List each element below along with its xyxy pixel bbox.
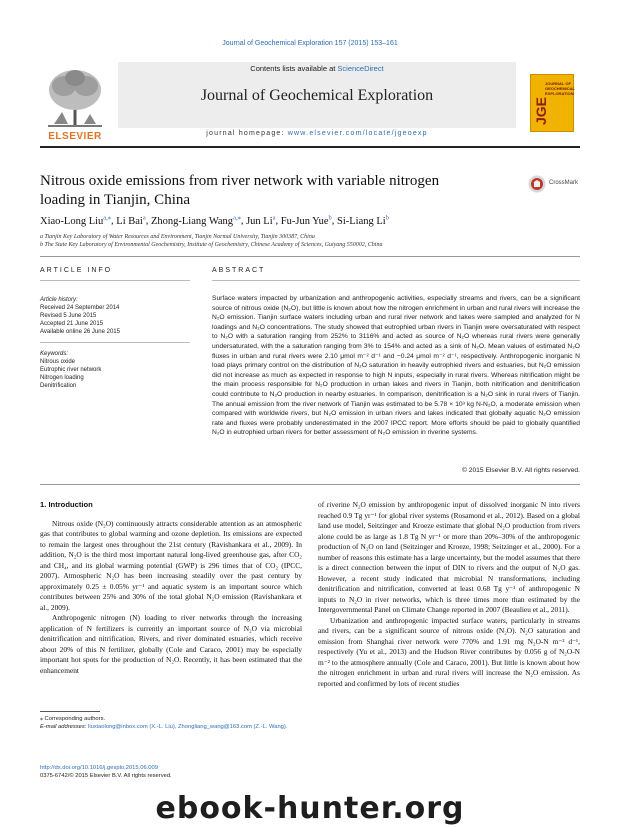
email-label: E-mail addresses: (40, 724, 87, 730)
abstract-text: Surface waters impacted by urbanization and anthropogenic activities, especially streams and rivers, can be a significant source of nitrous oxide (N₂O), but little is known about how the nitrogen enrichment in urban and rural rivers will increase the N₂O emission. Tianjin surface waters including urban and rural river network and lakes were sampled and analyzed for N loadings and N₂O concentrations. The study showed that eutrophied urban rivers in Tianjin were oversaturated with respect to N₂O with a saturation ranging from 252% to 3116% and acted as source of N₂O whereas rural rivers were generally undersaturated, with the a saturation ranging from 3% to 154% and acted as a sink of N₂O. Mean values of estimated N₂O fluxes in urban and rural rivers were 2.10 μmol m⁻² d⁻¹ and −0.24 μmol m⁻² d⁻¹, respectively. Anthropogenic inorganic N load plays primary control on the distribution of N₂O saturation in heavily eutrophied rivers and estuaries, but N₂O emission did not increase as much as expected in response to high N inputs, especially in rural rivers. Whereas nitrification might be the main process responsible for N₂O production in urban lakes and rivers in Tianjin, both nitrification and denitrification could contribute to N₂O production in nearby estuaries. In comparison, denitrification is a N₂O sink in rural rivers of Tianjin. The annual emission from the river network of Tianjin was estimated to be 5.78 × 10³ kg N-N₂O, a moderate emission when compared with worldwide rivers, but N₂O emission in urban rivers and lakes indicated that globally aquatic N₂O emission rate and fluxes were probably underestimated in the 2007 IPCC report. More efforts should be paid to globally quantified N₂O in eutrophied urban rivers for better assessment of N₂O emission in riverine systems. (212, 295, 580, 437)
author[interactable]: Xiao-Long Liu$^{a,⁎}$ (40, 214, 112, 227)
paragraph: Anthropogenic nitrogen (N) loading to river networks through the increasing application of N fertilizers is currently an important source of N₂O via microbial denitrification and nitrification. Rivers, and river dominated estuaries, which receive about 20% of this N fertilizer, globally (Cole and Caraco, 2001) may be especially important hot spots for the production of N₂O. Recently, it has been estimated that the enhancement (40, 613, 302, 675)
section-heading: 1. Introduction (40, 500, 93, 509)
article-title: Nitrous oxide emissions from river network with variable nitrogen loading in Tianjin, China (40, 173, 440, 208)
history-item: Available online 26 June 2015 (40, 329, 120, 335)
homepage-prefix: journal homepage: (206, 130, 288, 137)
history-item: Accepted 21 June 2015 (40, 321, 104, 327)
footnote (40, 715, 302, 731)
paragraph: of riverine N₂O emission by anthropogenic input of dissolved inorganic N into rivers reached 0.9 Tg yr⁻¹ for global river systems (Rosamond et al., 2012). Based on a global land use model, Seitzinger and Kroeze estimate that global N₂O production from rivers alone could be as large as 1.8 Tg N yr⁻¹ or more than 20%–30% of the anthropogenic production of N₂O on land (Seitzinger and Kroeze, 1998; Seitzinger et al., 2000). For a number of reasons this estimate has a large uncertainty, but the model assumes that there is a direct connection between the input of DIN to rivers and the output of N₂O gas. However, a recent study indicated that microbial N transformations, including denitrification and nitrification, converted at least 0.68 Tg y⁻¹ of anthropogenic N inputs to N₂O in river networks, which is three times more than estimated by the Intergovernmental Panel on Climate Change reported in 2007 (Beaulieu et al., 2011). (318, 500, 580, 614)
keywords (40, 350, 190, 390)
history-item: Revised 5 June 2015 (40, 313, 97, 319)
article-history (40, 296, 190, 336)
history-label: Article history: (40, 297, 78, 303)
author[interactable]: Jun Li$^a$ (246, 214, 276, 227)
article-info-heading: ARTICLE INFO (40, 267, 113, 274)
author-list: Xiao-Long Liu$^{a,⁎}$, Li Bai$^a$, Zhong-Liang Wang$^{a,⁎}$, Jun Li$^a$, Fu-Jun Yue$^b$, Si-Liang Li$^b$ (40, 214, 389, 227)
affiliation: b The State Key Laboratory of Environmental Geochemistry, Institute of Geochemistry, Chinese Academy of Sciences, Guiyang 550002, China (40, 242, 383, 248)
cover-title: JOURNAL OF GEOCHEMICAL EXPLORATION (545, 81, 575, 96)
crossmark-icon (528, 175, 546, 193)
divider (40, 342, 190, 343)
copyright: © 2015 Elsevier B.V. All rights reserved. (461, 467, 580, 474)
history-item: Received 24 September 2014 (40, 305, 120, 311)
header-rule (40, 146, 580, 148)
divider (40, 484, 580, 485)
abstract-heading: ABSTRACT (212, 267, 266, 274)
journal-name-box (118, 76, 516, 128)
crossmark-label: CrossMark (549, 180, 579, 186)
crossmark-badge[interactable] (528, 175, 582, 193)
journal-cover (530, 74, 574, 132)
publisher-name: ELSEVIER (48, 131, 102, 142)
body-right-column (318, 500, 580, 689)
keyword: Nitrous oxide (40, 359, 76, 365)
doi-link[interactable]: http://dx.doi.org/10.1016/j.gexplo.2015.06.009 (40, 765, 158, 771)
keyword: Nitrogen loading (40, 375, 84, 381)
journal-header (40, 58, 580, 142)
paragraph: Urbanization and anthropogenic impacted surface waters, particularly in streams and rivers, can be a significant source of nitrous oxide (N₂O). N₂O saturation and emission from Shanghai river network were 770% and 1.91 mg N₂O-N m⁻² d⁻¹, respectively (Yu et al., 2013) and the Hudson River contributes by 0.056 g of N₂O-N m⁻² to the atmosphere annually (Cole and Caraco, 2001). But little is known about how the nitrogen enrichment in urban and rural rivers will increase the N₂O emission. As reported and confirmed by lots of recent studies (318, 615, 580, 688)
journal-reference[interactable]: Journal of Geochemical Exploration 157 (2015) 153–161 (222, 40, 398, 47)
contents-bar (118, 62, 516, 76)
elsevier-logo (40, 66, 110, 142)
author[interactable]: Si-Liang Li$^b$ (337, 214, 389, 227)
watermark: ebook-hunter.org (155, 791, 465, 826)
sciencedirect-link[interactable]: ScienceDirect (337, 64, 384, 73)
divider (40, 256, 580, 257)
divider (212, 280, 580, 281)
corresponding-note: ⁎ Corresponding authors. (40, 716, 106, 722)
email-links[interactable]: liuxiaolong@inbox.com (X.-L. Liu), Zhongliang_wang@163.com (Z.-L. Wang). (88, 724, 288, 730)
issn-line: 0375-6742/© 2015 Elsevier B.V. All rights reserved. (40, 773, 172, 779)
journal-name: Journal of Geochemical Exploration (200, 87, 434, 104)
journal-homepage (118, 130, 516, 137)
keywords-label: Keywords: (40, 351, 69, 357)
doi-block (40, 764, 302, 780)
homepage-link[interactable]: www.elsevier.com/locate/jgeoexp (287, 130, 428, 137)
keyword: Eutrophic river network (40, 367, 102, 373)
paragraph: Nitrous oxide (N₂O) continuously attracts considerable attention as an atmospheric gas that contributes to global warming and ozone depletion. Its emissions are expected to remain the largest ones throughout the 21st century (Ravishankara et al., 2009). In addition, N₂O is the third most important natural long-lived greenhouse gas, after CO₂ and CH₄, and its global warming potential (GWP) is 296 times that of CO₂ (IPCC, 2007). Atmospheric N₂O has been increasing steadily over the past century by approximately 0.25 ± 0.05% yr⁻¹ and aquatic system is an important source which contributes between 25% and 30% of the total global N₂O emission (Ravishankara et al., 2009). (40, 518, 302, 612)
body-left-column (40, 500, 302, 676)
footnote-rule (40, 711, 100, 712)
keyword: Denitrification (40, 383, 77, 389)
author[interactable]: Li Bai$^a$ (116, 214, 146, 227)
cover-letters: JGE (533, 96, 549, 125)
author[interactable]: Fu-Jun Yue$^b$ (280, 214, 332, 227)
divider (40, 280, 190, 281)
affiliation: a Tianjin Key Laboratory of Water Resources and Environment, Tianjin Normal University, Tianjin 300387, China (40, 234, 315, 240)
elsevier-tree-icon (40, 66, 110, 128)
author[interactable]: Zhong-Liang Wang$^{a,⁎}$ (150, 214, 241, 227)
contents-prefix: Contents lists available at (250, 64, 338, 73)
